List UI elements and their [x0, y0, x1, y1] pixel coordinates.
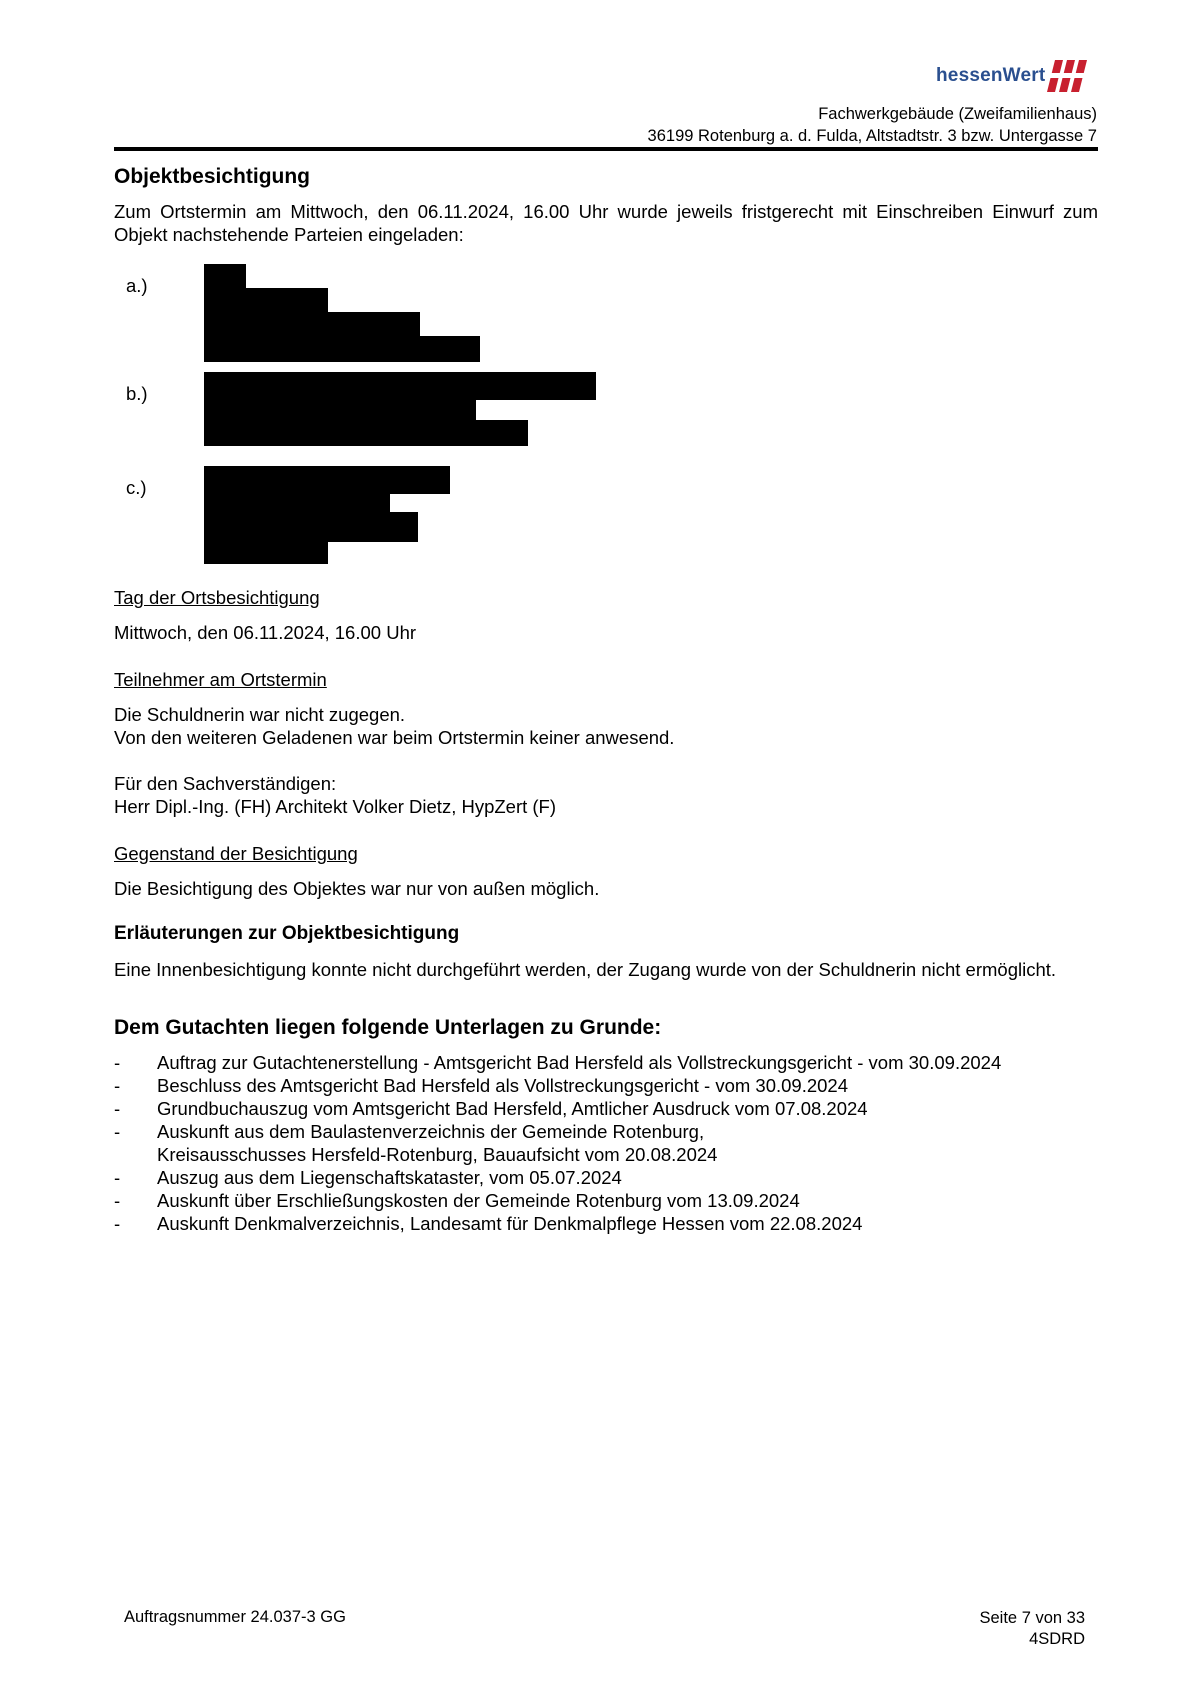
documents-title: Dem Gutachten liegen folgende Unterlagen zu Grunde: [114, 1016, 662, 1039]
list-dash: - [114, 1190, 121, 1211]
section-title: Objektbesichtigung [114, 165, 311, 188]
list-item [114, 1212, 1098, 1235]
list-dash: - [114, 1098, 121, 1119]
list-dash: - [114, 1167, 121, 1188]
redaction-block [204, 538, 328, 564]
list-item-text: Auskunft über Erschließungskosten der Gemeinde Rotenburg vom 13.09.2024 [157, 1190, 800, 1211]
explanations-heading: Erläuterungen zur Objektbesichtigung [114, 923, 460, 944]
intro-paragraph: Zum Ortstermin am Mittwoch, den 06.11.2024, 16.00 Uhr wurde jeweils fristgerecht mit Einschreiben Einwurf zum Objekt nachstehende Parteien eingeladen: [114, 201, 1098, 245]
date-heading: Tag der Ortsbesichtigung [114, 587, 320, 608]
explanations-text: Eine Innenbesichtigung konnte nicht durchgeführt werden, der Zugang wurde von der Schuldnerin nicht ermöglicht. [114, 959, 1057, 980]
list-item [114, 1051, 1098, 1074]
document-header [648, 103, 1097, 147]
subject-text: Die Besichtigung des Objektes war nur von außen möglich. [114, 878, 600, 899]
footer-page-info [980, 1608, 1086, 1650]
documents-list [114, 1051, 1098, 1235]
subject-heading: Gegenstand der Besichtigung [114, 843, 358, 864]
redaction-block [204, 336, 480, 362]
logo-stripes-icon [1047, 58, 1091, 94]
party-a [114, 264, 1098, 372]
list-item-text: Auszug aus dem Liegenschaftskataster, vom 05.07.2024 [157, 1167, 622, 1188]
party-b [114, 372, 1098, 466]
list-item-text: Auskunft Denkmalverzeichnis, Landesamt für Denkmalpflege Hessen vom 22.08.2024 [157, 1213, 863, 1234]
footer-order-number: Auftragsnummer 24.037-3 GG [124, 1608, 346, 1626]
page-content [114, 164, 1098, 1235]
list-item-text: Auskunft aus dem Baulastenverzeichnis der Gemeinde Rotenburg, [157, 1121, 705, 1142]
expert-label: Für den Sachverständigen: [114, 773, 337, 794]
list-item-text: Grundbuchauszug vom Amtsgericht Bad Hersfeld, Amtlicher Ausdruck vom 07.08.2024 [157, 1098, 868, 1119]
list-item [114, 1120, 1098, 1166]
header-address: 36199 Rotenburg a. d. Fulda, Altstadtstr. 3 bzw. Untergasse 7 [647, 127, 1097, 145]
company-logo [936, 58, 1091, 94]
list-item [114, 1189, 1098, 1212]
header-object-type: Fachwerkgebäude (Zweifamilienhaus) [818, 105, 1097, 123]
list-dash: - [114, 1213, 121, 1234]
party-c-label: c.) [126, 477, 147, 498]
list-dash: - [114, 1052, 121, 1073]
list-item [114, 1074, 1098, 1097]
document-code: 4SDRD [1029, 1630, 1085, 1648]
list-dash: - [114, 1121, 121, 1142]
participants-line-2: Von den weiteren Geladenen war beim Ortstermin keiner anwesend. [114, 727, 675, 748]
logo-text: hessenWert [936, 65, 1046, 86]
page-number: Seite 7 von 33 [979, 1609, 1085, 1627]
party-c [114, 466, 1098, 590]
redaction-block [204, 420, 528, 446]
list-item-text: Auftrag zur Gutachtenerstellung - Amtsgericht Bad Hersfeld als Vollstreckungsgericht - vom 30.09.2024 [157, 1052, 1002, 1073]
participants-heading: Teilnehmer am Ortstermin [114, 669, 327, 690]
list-item-continuation: Kreisausschusses Hersfeld-Rotenburg, Bauaufsicht vom 20.08.2024 [157, 1144, 718, 1165]
header-divider [114, 147, 1098, 151]
participants-line-1: Die Schuldnerin war nicht zugegen. [114, 704, 406, 725]
list-item [114, 1166, 1098, 1189]
party-b-label: b.) [126, 383, 148, 404]
date-text: Mittwoch, den 06.11.2024, 16.00 Uhr [114, 622, 417, 643]
list-dash: - [114, 1075, 121, 1096]
list-item-text: Beschluss des Amtsgericht Bad Hersfeld als Vollstreckungsgericht - vom 30.09.2024 [157, 1075, 849, 1096]
party-a-label: a.) [126, 275, 148, 296]
expert-name: Herr Dipl.-Ing. (FH) Architekt Volker Dietz, HypZert (F) [114, 796, 557, 817]
list-item [114, 1097, 1098, 1120]
